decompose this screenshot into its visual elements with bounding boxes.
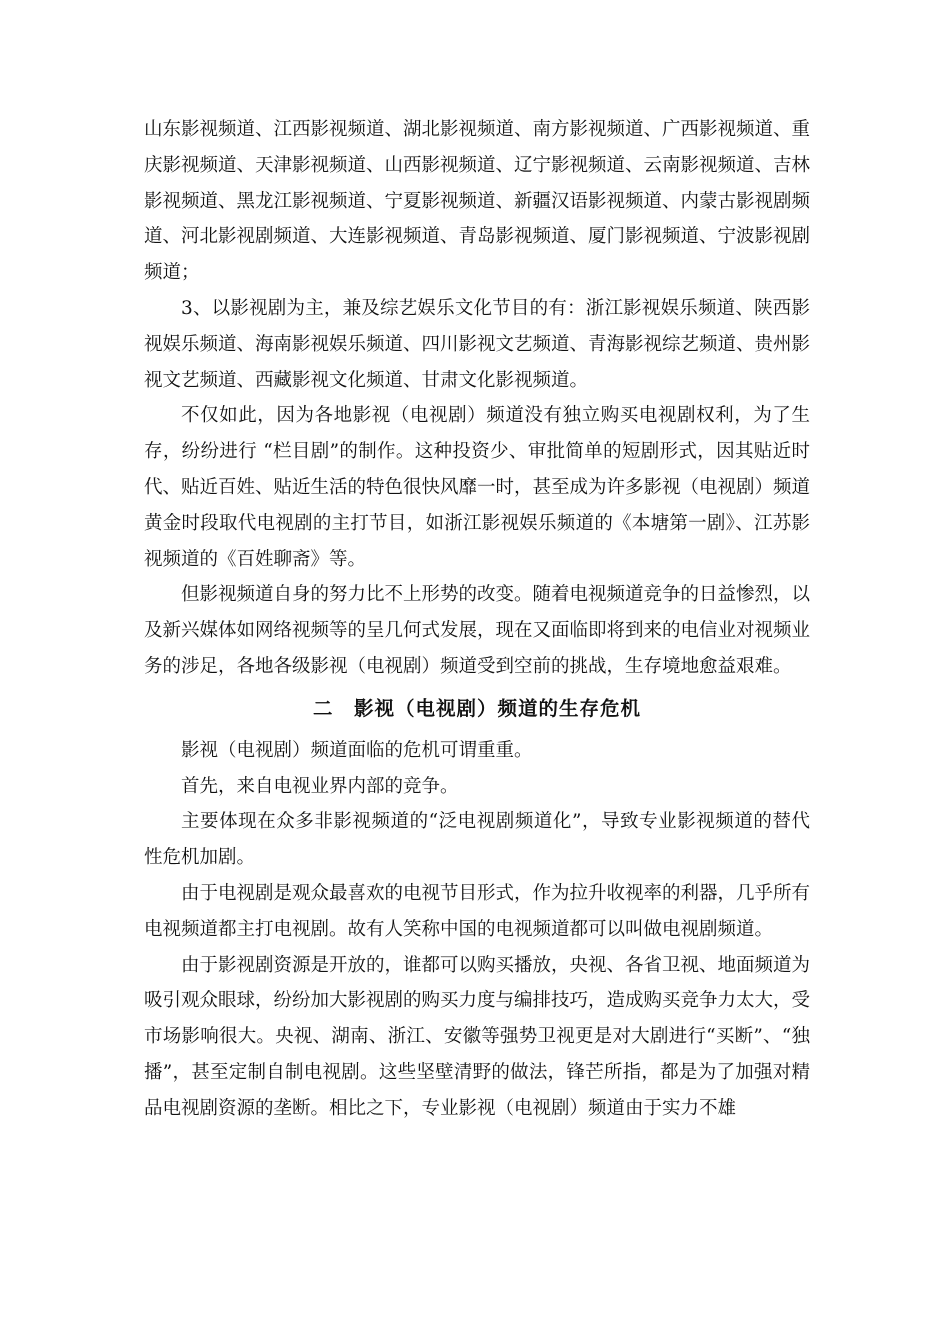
- paragraph-pan-drama: 主要体现在众多非影视频道的“泛电视剧频道化”，导致专业影视频道的替代性危机加剧。: [144, 811, 810, 869]
- paragraph-crisis-intro: 影视（电视剧）频道面临的危机可谓重重。: [181, 739, 533, 761]
- paragraph-challenges: 但影视频道自身的努力比不上形势的改变。随着电视频道竞争的日益惨烈，以及新兴媒体如网络视频等的呈几何式发展，现在又面临即将到来的电信业对视频业务的涉足，各地各级影视（电视剧）频道受到空前的挑战，生存境地愈益艰难。: [144, 584, 811, 677]
- paragraph-first-competition: 首先，来自电视业界内部的竞争。: [181, 775, 459, 797]
- paragraph-column-drama: 不仅如此，因为各地影视（电视剧）频道没有独立购买电视剧权利，为了生存，纷纷进行 “栏目剧”的制作。这种投资少、审批简单的短剧形式，因其贴近时代、贴近百姓、贴近生活的特色很快风靡一时，甚至成为许多影视（电视剧）频道黄金时段取代电视剧的主打节目，如浙江影视娱乐频道的《本塘第一剧》、江苏影视频道的《百姓聊斋》等。: [144, 405, 811, 570]
- paragraph-channel-list: 山东影视频道、江西影视频道、湖北影视频道、南方影视频道、广西影视频道、重庆影视频道、天津影视频道、山西影视频道、辽宁影视频道、云南影视频道、吉林影视频道、黑龙江影视频道、宁夏影视频道、新疆汉语影视频道、内蒙古影视剧频道、河北影视剧频道、大连影视频道、青岛影视频道、厦门影视频道、宁波影视剧频道；: [144, 119, 811, 284]
- paragraph-open-resources: 由于影视剧资源是开放的，谁都可以购买播放，央视、各省卫视、地面频道为吸引观众眼球，纷纷加大影视剧的购买力度与编排技巧，造成购买竞争力太大，受市场影响很大。央视、湖南、浙江、安徽等强势卫视更是对大剧进行“买断”、“独播”，甚至定制自制电视剧。这些坚壁清野的做法，锋芒所指，都是为了加强对精品电视剧资源的垄断。相比之下，专业影视（电视剧）频道由于实力不雄: [144, 954, 811, 1119]
- paragraph-variety-channels: 3、以影视剧为主，兼及综艺娱乐文化节目的有：浙江影视娱乐频道、陕西影视娱乐频道、海南影视娱乐频道、四川影视文艺频道、青海影视综艺频道、贵州影视文艺频道、西藏影视文化频道、甘肃文化影视频道。: [144, 297, 811, 391]
- section-heading: 二 影视（电视剧）频道的生存危机: [312, 696, 641, 720]
- document-page: [144, 112, 810, 1127]
- paragraph-drama-favorite: 由于电视剧是观众最喜欢的电视节目形式，作为拉升收视率的利器，几乎所有电视频道都主打电视剧。故有人笑称中国的电视频道都可以叫做电视剧频道。: [144, 882, 811, 940]
